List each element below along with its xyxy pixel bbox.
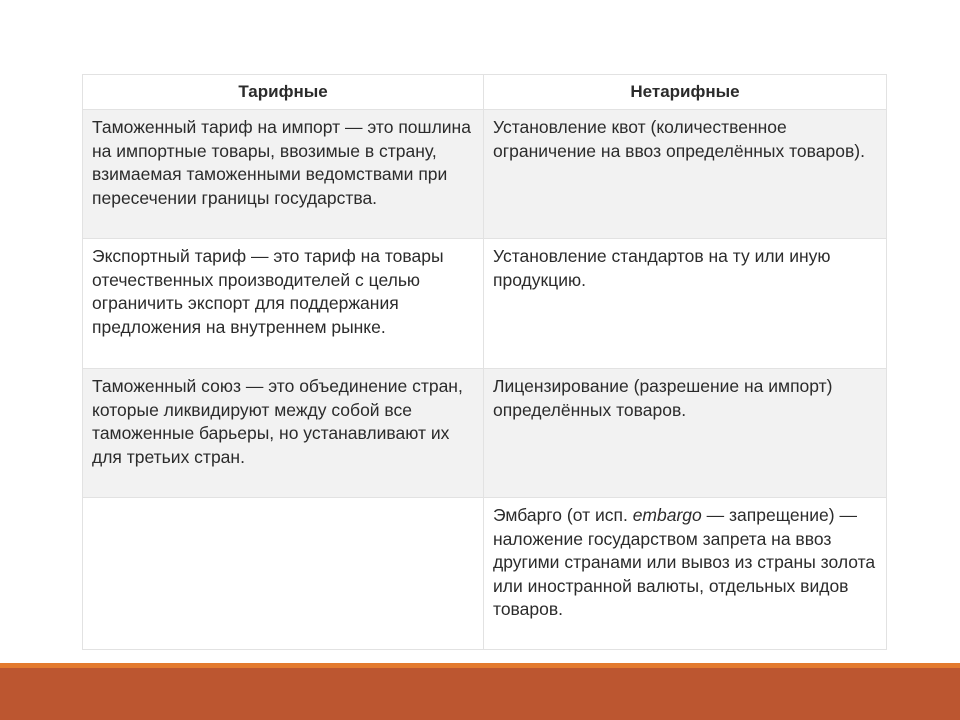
table-row — [83, 239, 887, 369]
table-row — [83, 369, 887, 498]
header-tariff: Тарифные — [83, 75, 484, 110]
embargo-text-end: — запрещение) — наложение государством запрета на ввоз другими странами или вывоз из страны золота или иностранной валюты, отдельных видов товаров. — [493, 505, 876, 619]
embargo-term: embargo — [632, 505, 702, 525]
footer-bar-accent-line — [0, 663, 960, 668]
cell-nontariff: Лицензирование (разрешение на импорт) определённых товаров. — [484, 369, 887, 498]
cell-nontariff: Установление стандартов на ту или иную продукцию. — [484, 239, 887, 369]
cell-tariff: Таможенный тариф на импорт — это пошлина на импортные товары, ввозимые в страну, взимаемая таможенными ведомствами при пересечении границы государства. — [83, 110, 484, 239]
header-nontariff: Нетарифные — [484, 75, 887, 110]
table-row — [83, 498, 887, 650]
comparison-table — [82, 74, 887, 650]
cell-nontariff: Установление квот (количественное ограничение на ввоз определённых товаров). — [484, 110, 887, 239]
cell-tariff: Экспортный тариф — это тариф на товары отечественных производителей с целью ограничить экспорт для поддержания предложения на внутреннем рынке. — [83, 239, 484, 369]
table-header-row — [83, 75, 887, 110]
table-row — [83, 110, 887, 239]
cell-tariff: Таможенный союз — это объединение стран, которые ликвидируют между собой все таможенные барьеры, но устанавливают их для третьих стран. — [83, 369, 484, 498]
embargo-text-start: Эмбарго (от исп. — [493, 505, 633, 525]
cell-tariff-empty — [83, 498, 484, 650]
cell-nontariff — [484, 498, 887, 650]
footer-bar — [0, 663, 960, 720]
